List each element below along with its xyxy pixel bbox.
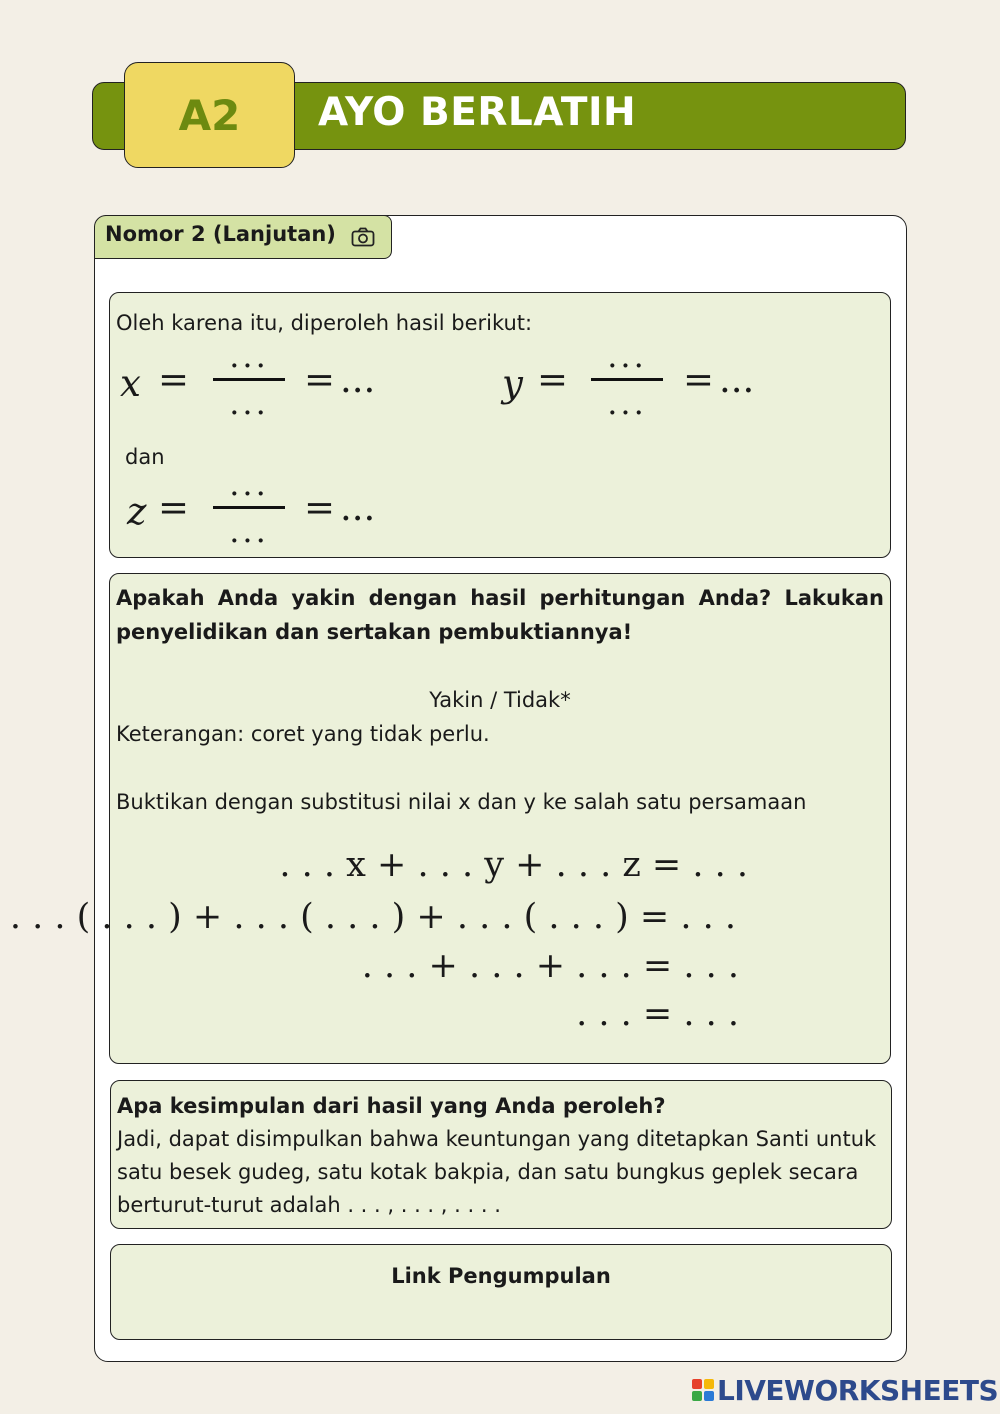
y-denominator-blank[interactable]: ... xyxy=(607,383,647,422)
yakin-tidak-choice[interactable]: Yakin / Tidak* xyxy=(429,688,571,712)
x-result-blank[interactable]: ... xyxy=(340,358,376,401)
z-equals: = xyxy=(158,486,190,529)
logo-grid-icon xyxy=(692,1379,714,1401)
conclusion-text: Jadi, dapat disimpulkan bahwa keuntungan yang ditetapkan Santi untuk satu besek gudeg, satu kotak bakpia, dan satu bungkus geplek secara berturut-turut adalah . . . , . . . , . . . . xyxy=(117,1127,877,1217)
x-equals: = xyxy=(158,358,190,401)
z-denominator-blank[interactable]: ... xyxy=(229,511,269,550)
card-tab-label: Nomor 2 (Lanjutan) xyxy=(105,222,336,246)
connector-dan: dan xyxy=(125,445,165,469)
page-title: AYO BERLATIH xyxy=(318,90,637,135)
liveworksheets-logo xyxy=(692,1374,998,1406)
verify-note: Keterangan: coret yang tidak perlu. xyxy=(116,722,490,746)
z-fraction xyxy=(213,465,285,550)
section-badge: A2 xyxy=(124,62,295,168)
conclusion-question: Apa kesimpulan dari hasil yang Anda peroleh? xyxy=(117,1094,666,1118)
z-result-equals: = xyxy=(304,486,336,529)
x-numerator-blank[interactable]: ... xyxy=(229,337,269,375)
z-numerator-blank[interactable]: ... xyxy=(229,465,269,503)
result-intro: Oleh karena itu, diperoleh hasil berikut: xyxy=(116,311,533,335)
y-fraction xyxy=(591,337,663,422)
equation-line-4[interactable]: . . . = . . . xyxy=(576,994,739,1034)
logo-text: LIVEWORKSHEETS xyxy=(717,1373,999,1407)
x-result-equals: = xyxy=(304,358,336,401)
x-fraction xyxy=(213,337,285,422)
submit-link-label[interactable]: Link Pengumpulan xyxy=(391,1264,611,1288)
verify-instruction: Buktikan dengan substitusi nilai x dan y ke salah satu persamaan xyxy=(116,790,807,814)
verify-question: Apakah Anda yakin dengan hasil perhitungan Anda? Lakukan penyelidikan dan sertakan pembuktiannya! xyxy=(116,586,884,644)
y-equals: = xyxy=(537,358,569,401)
y-numerator-blank[interactable]: ... xyxy=(607,337,647,375)
equation-line-1[interactable]: . . . x + . . . y + . . . z = . . . xyxy=(279,845,748,885)
x-variable: x xyxy=(120,362,141,405)
camera-icon[interactable] xyxy=(351,227,375,247)
z-result-blank[interactable]: ... xyxy=(340,486,376,529)
y-result-equals: = xyxy=(683,358,715,401)
x-denominator-blank[interactable]: ... xyxy=(229,383,269,422)
y-result-blank[interactable]: ... xyxy=(719,358,755,401)
equation-line-3[interactable]: . . . + . . . + . . . = . . . xyxy=(361,946,739,986)
y-variable: y xyxy=(502,362,523,405)
z-variable: z xyxy=(127,490,147,533)
equation-line-2[interactable]: . . . ( . . . ) + . . . ( . . . ) + . . . ( . . . ) = . . . xyxy=(9,897,736,937)
